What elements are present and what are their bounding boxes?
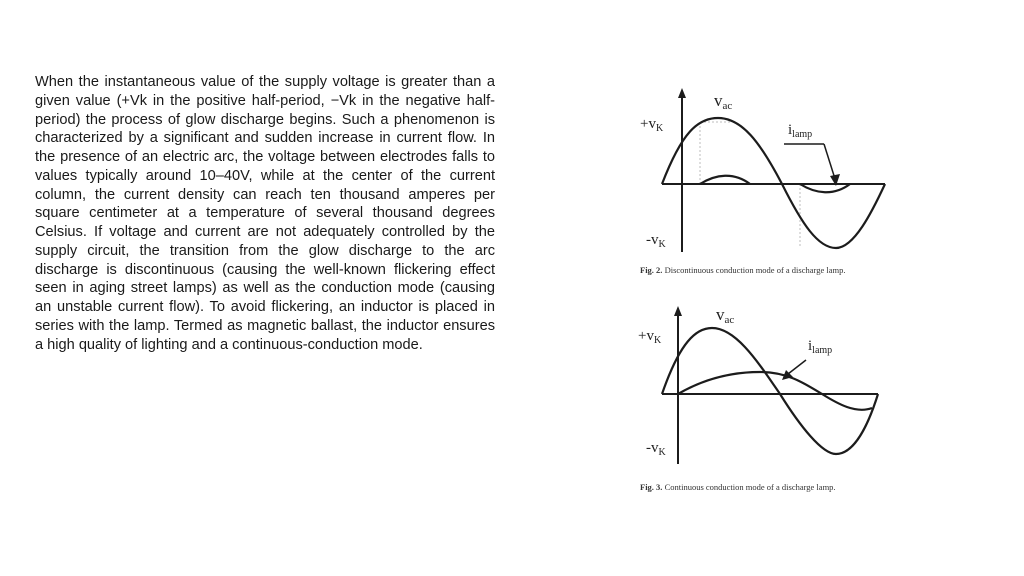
fig2-label-neg-vk: $-v_K$ <box>646 232 666 250</box>
fig3-label-pos-vk: $+v_K$ <box>638 328 662 346</box>
fig3-ilamp-curve <box>678 372 872 410</box>
fig2-ilamp-curve-positive <box>700 176 750 184</box>
slide-body-text: When the instantaneous value of the supply voltage is greater than a given value (+Vk in the positive half-period, −Vk in the negative half-period) the process of glow discharge begins. Such a phenomenon is characterized by a significant and sudden increase in current flow. In the presence of an electric arc, the voltage between electrodes falls to values typically around 10–40V, while at the center of the current column, the current density can reach ten thousand amperes per square centimeter at a temperature of several thousand degrees Celsius. If voltage and current are not adequately controlled by the supply circuit, the transition from the glow discharge to the arc discharge is discontinuous (causing the well-known flickering effect seen in aging street lamps) as well as the conduction mode (causing an unstable current flow). To avoid flickering, an inductor is placed in series with the lamp. Termed as magnetic ballast, the inductor ensures a high quality of lighting and a continuous-conduction mode. <box>35 74 495 353</box>
fig3-label-ilamp: $i_{lamp}$ <box>808 338 833 356</box>
fig3-caption: Fig. 3. Continuous conduction mode of a discharge lamp. <box>640 482 836 492</box>
figure-continuous-conduction <box>610 302 910 498</box>
fig3-ilamp-pointer-line <box>788 360 806 374</box>
fig2-waveform-diagram <box>610 82 910 282</box>
fig3-vac-curve <box>662 328 878 454</box>
figure-discontinuous-conduction <box>610 82 910 282</box>
fig3-waveform-diagram <box>610 302 910 498</box>
fig2-label-ilamp: $i_{lamp}$ <box>788 122 813 140</box>
fig3-label-vac: vac <box>716 305 735 326</box>
fig2-caption: Fig. 2. Discontinuous conduction mode of a discharge lamp. <box>640 265 846 275</box>
fig2-ilamp-curve-negative <box>800 184 850 192</box>
fig3-label-neg-vk: $-v_K$ <box>646 440 666 458</box>
fig3-y-arrowhead <box>674 306 682 316</box>
fig2-label-pos-vk: $+v_K$ <box>640 116 664 134</box>
fig2-label-vac: vac <box>714 91 733 112</box>
fig2-y-arrowhead <box>678 88 686 98</box>
